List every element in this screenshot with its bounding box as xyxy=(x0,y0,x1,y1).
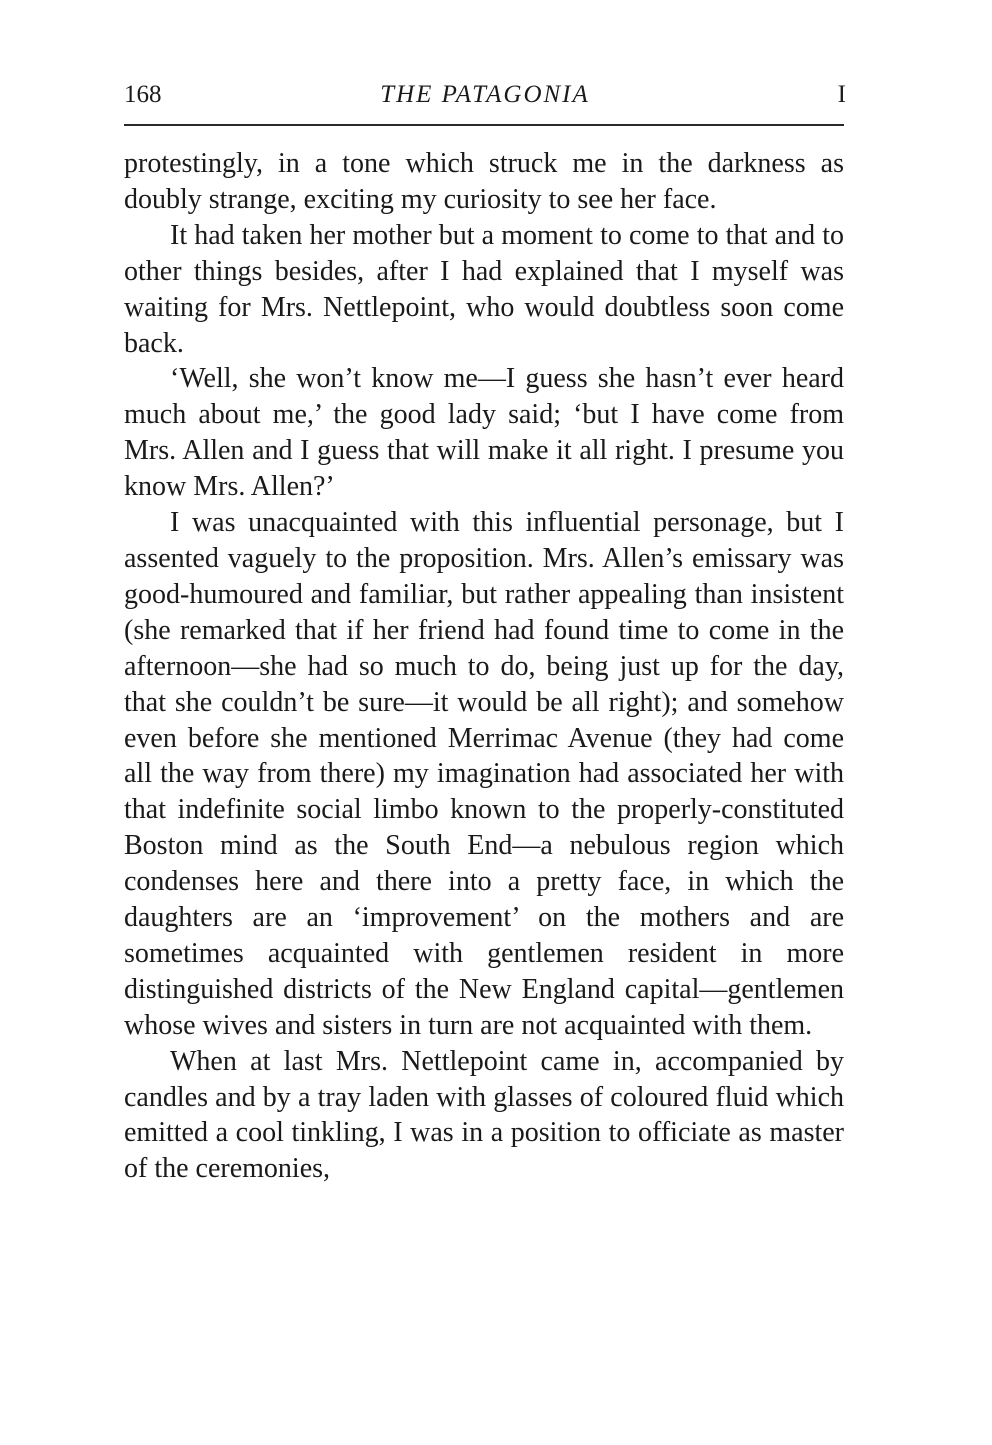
paragraph: I was unacquainted with this influential personage, but I assented vaguely to the proposition. Mrs. Allen’s emissary was good-humoured and familiar, but rather appealing than insistent (she remarked that if her friend had found time to come in the afternoon—she had so much to do, being just up for the day, that she couldn’t be sure—it would be all right); and somehow even before she mentioned Merrimac Avenue (they had come all the way from there) my imagination had associated her with that indefinite social limbo known to the properly-constituted Boston mind as the South End—a nebulous region which condenses here and there into a pretty face, in which the daughters are an ‘improvement’ on the mothers and are sometimes acquainted with gentlemen resident in more distinguished districts of the New England capital—gentlemen whose wives and sisters in turn are not acquainted with them. xyxy=(124,507,844,1041)
running-head xyxy=(124,78,846,112)
paragraph: ‘Well, she won’t know me—I guess she hasn’t ever heard much about me,’ the good lady said; ‘but I have come from Mrs. Allen and I guess that will make it all right. I presume you know Mrs. Allen?’ xyxy=(124,363,844,503)
signature-mark: I xyxy=(837,81,846,108)
paragraph-continued: protestingly, in a tone which struck me in the darkness as doubly strange, exciting my curiosity to see her face. xyxy=(124,148,844,215)
running-title: THE PATAGONIA xyxy=(380,81,590,108)
paragraph: It had taken her mother but a moment to come to that and to other things besides, after I had explained that I myself was waiting for Mrs. Nettlepoint, who would doubtless soon come back. xyxy=(124,219,844,359)
page-number: 168 xyxy=(124,81,162,108)
header-rule xyxy=(124,124,844,126)
body-text xyxy=(124,146,844,1187)
paragraph: When at last Mrs. Nettlepoint came in, accompanied by candles and by a tray laden with glasses of coloured fluid which emitted a cool tinkling, I was in a position to officiate as master of the ceremonies, xyxy=(124,1045,844,1185)
